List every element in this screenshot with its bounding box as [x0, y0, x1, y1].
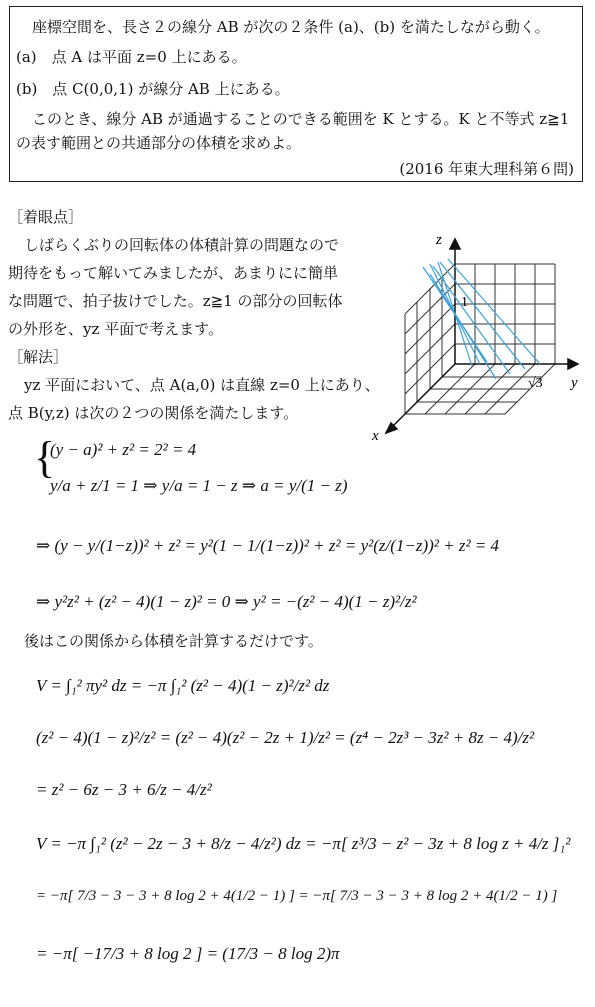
- equation-7: = z² − 6z − 3 + 6/z − 4/z²: [36, 780, 212, 799]
- equation-4: ⇒ y²z² + (z² − 4)(1 − z)² = 0 ⇒ y² = −(z² − 4)(1 − z)²/z²: [36, 592, 417, 611]
- y-axis-arrowhead: [568, 359, 578, 369]
- axes: [386, 239, 578, 433]
- equation-2: y/a + z/1 = 1 ⇒ y/a = 1 − z ⇒ a = y/(1 − z): [50, 476, 348, 495]
- segment-line: [440, 262, 525, 369]
- brace-glyph: {: [34, 433, 56, 482]
- sqrt3-label: √3: [528, 376, 543, 391]
- problem-condition-b: (b) 点 C(0,0,1) が線分 AB 上にある。: [16, 80, 290, 98]
- z-axis-arrowhead: [450, 239, 460, 249]
- solution-line-1: yz 平面において、点 A(a,0) は直線 z=0 上にあり、: [24, 376, 380, 394]
- focus-line-2: 期待をもって解いてみましたが、あまりにに簡単: [8, 264, 339, 282]
- equation-3: ⇒ (y − y/(1−z))² + z² = y²(1 − 1/(1−z))² + z² = y²(z/(1−z))² + z² = 4: [36, 536, 500, 555]
- problem-line-1: 座標空間を、長さ２の線分 AB が次の２条件 (a)、(b) を満たしながら動く。: [32, 18, 550, 36]
- equation-6: (z² − 4)(1 − z)²/z² = (z² − 4)(z² − 2z + 1)/z² = (z⁴ − 2z³ − 3z² + 8z − 4)/z²: [36, 728, 535, 747]
- solution-line-2: 点 B(y,z) は次の２つの関係を満たします。: [8, 404, 299, 422]
- focus-line-3: な問題で、拍子抜けでした。z≧1 の部分の回転体: [8, 292, 343, 310]
- x-axis-label: x: [372, 428, 379, 444]
- equation-9: = −π[ 7/3 − 3 − 3 + 8 log 2 + 4(1/2 − 1) ] = −π[ 7/3 − 3 − 3 + 8 log 2 + 4(1/2 − 1) ]: [36, 888, 558, 904]
- equation-1: (y − a)² + z² = 2² = 4: [50, 440, 197, 459]
- rotation-figure: [370, 234, 585, 444]
- focus-line-1: しばらくぶりの回転体の体積計算の問題なので: [24, 236, 340, 254]
- problem-source: (2016 年東大理科第６問): [399, 160, 574, 178]
- segment-line: [433, 266, 510, 374]
- focus-line-4: の外形を、yz 平面で考えます。: [8, 320, 223, 338]
- equation-10: = −π[ −17/3 + 8 log 2 ] = (17/3 − 8 log 2)π: [36, 944, 340, 963]
- equation-5: V = ∫₁² πy² dz = −π ∫₁² (z² − 4)(1 − z)²/z² dz: [36, 676, 330, 695]
- problem-line-4: このとき、線分 AB が通過することのできる範囲を K とする。K と不等式 z≧1: [32, 110, 570, 128]
- solution-after-text: 後はこの関係から体積を計算するだけです。: [24, 632, 323, 650]
- z-axis-label: z: [436, 234, 442, 248]
- focus-heading: ［着眼点］: [8, 208, 84, 226]
- segment-line: [448, 259, 540, 364]
- problem-box: [9, 6, 583, 182]
- equation-8: V = −π ∫₁² (z² − 2z − 3 + 8/z − 4/z²) dz = −π[ z³/3 − z² − 3z + 8 log z + 4/z ]₁²: [36, 834, 571, 853]
- solution-heading: ［解法］: [8, 348, 69, 366]
- problem-condition-a: (a) 点 A は平面 z=0 上にある。: [16, 48, 247, 66]
- y-axis-label: y: [571, 375, 578, 391]
- problem-line-5: の表す範囲との共通部分の体積を求めよ。: [16, 134, 302, 152]
- z-one-label: 1: [461, 295, 468, 310]
